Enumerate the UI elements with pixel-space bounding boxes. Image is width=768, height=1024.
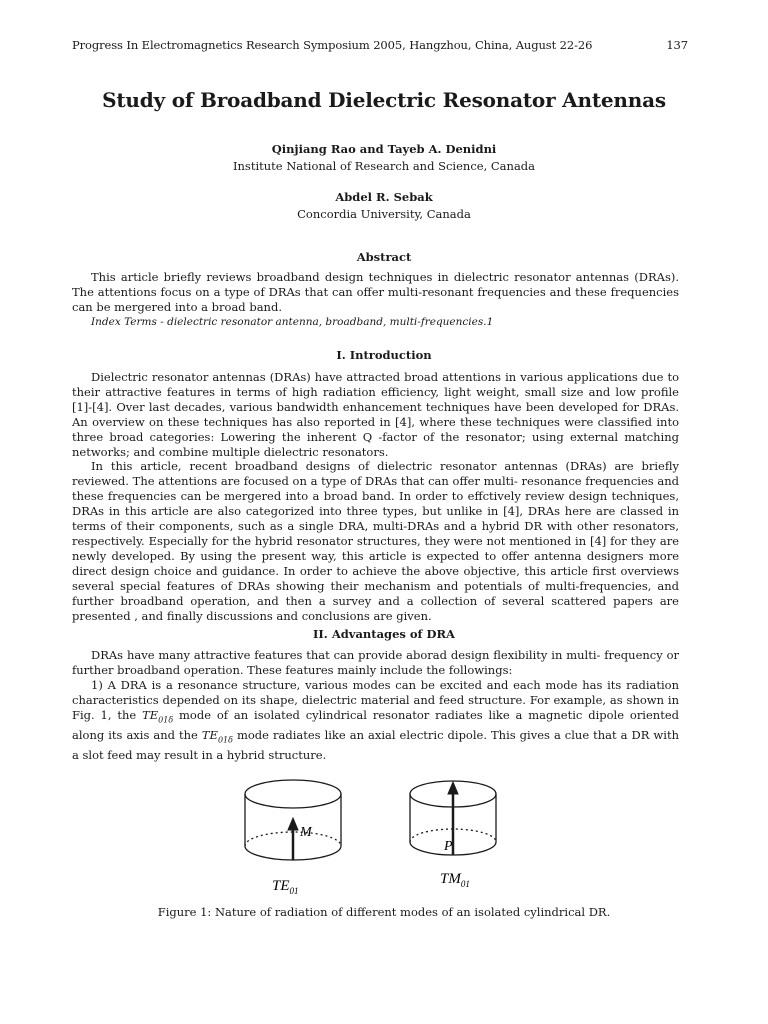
index-terms: Index Terms - dielectric resonator antenna, broadband, multi-frequencies.1 xyxy=(91,315,494,328)
advantages-body xyxy=(72,648,679,763)
label-m: M xyxy=(300,825,312,840)
page-number: 137 xyxy=(666,38,688,52)
label-p: P xyxy=(444,839,453,854)
running-title: Progress In Electromagnetics Research Symposium 2005, Hangzhou, China, August 22-26 xyxy=(72,38,593,52)
authors-2: Abdel R. Sebak xyxy=(335,190,433,204)
intro-paragraph-2: In this article, recent broadband designs of dielectric resonator antennas (DRAs) are briefly reviewed. The attentions are focused on a type of DRAs that can offer multi- resonance frequencies and these frequencies can be mergered into a broad band. In order to effctively review design techniques, DRAs in this article are also categorized into three types, but unlike in [4], DRAs here are classed in terms of their components, such as a single DRA, multi-DRAs and a hybrid DR with other resonators, respectively. Especially for the hybrid resonator structures, they were not mentioned in [4] for they are newly developed. By using the present way, this article is expected to offer antenna designers more direct design choice and guidance. In order to achieve the above objective, this article first overviews several special features of DRAs showing their mechanism and potentials of multi-frequencies, and further broadband operation, and then a survey and a collection of several scattered papers are presented , and finally discussions and conclusions are given. xyxy=(72,459,679,623)
abstract-body xyxy=(72,270,679,330)
figure-1 xyxy=(230,770,530,895)
affiliation-1: Institute National of Research and Science, Canada xyxy=(232,159,536,173)
advantages-paragraph-2: 1) A DRA is a resonance structure, various modes can be excited and each mode has its radiation characteristics depended on its shape, dielectric material and feed structure. For example, as shown in Fig. 1, the $TE_{01\delta}$ mode of an isolated cylindrical resonator radiates like a magnetic dipole oriented along its axis and the $TE_{01\delta}$ mode radiates like an axial electric dipole. This gives a clue that a DR with a slot feed may result in a hybrid structure. xyxy=(72,677,679,763)
advantages-paragraph-1: DRAs have many attractive features that can provide aborad design flexibility in multi- frequency or further broadband operation. These features mainly include the followings: xyxy=(72,648,679,677)
mode-label-tm: $TM_{01}$ xyxy=(440,871,470,889)
intro-paragraph-1: Dielectric resonator antennas (DRAs) have attracted broad attentions in various applications due to their attractive features in terms of high radiation efficiency, light weight, small size and low profile [1]-[4]. Over last decades, various bandwidth enhancement techniques have been developed for DRAs. An overview on these techniques has also reported in [4], where these techniques were classified into three broad categories: Lowering the inherent Q -factor of the resonator; using external matching networks; and combine multiple dielectric resonators. xyxy=(72,370,679,459)
figure-caption: Figure 1: Nature of radiation of different modes of an isolated cylindrical DR. xyxy=(157,905,611,919)
abstract-heading: Abstract xyxy=(356,250,412,264)
mode-label-te: $TE_{01}$ xyxy=(272,878,299,895)
author-block xyxy=(0,141,768,223)
affiliation-2: Concordia University, Canada xyxy=(297,207,471,221)
abstract-text: This article briefly reviews broadband design techniques in dielectric resonator antennas (DRAs). The attentions focus on a type of DRAs that can offer multi-resonant frequencies and these frequencies can be mergered into a broad band. xyxy=(72,270,679,314)
paper-title: Study of Broadband Dielectric Resonator Antennas xyxy=(102,88,666,112)
authors-1: Qinjiang Rao and Tayeb A. Denidni xyxy=(271,142,497,156)
intro-body xyxy=(72,370,679,623)
advantages-heading: II. Advantages of DRA xyxy=(313,627,455,641)
running-head xyxy=(72,38,688,52)
magnetic-dipole-arrow xyxy=(288,818,298,860)
intro-heading: I. Introduction xyxy=(336,348,432,362)
